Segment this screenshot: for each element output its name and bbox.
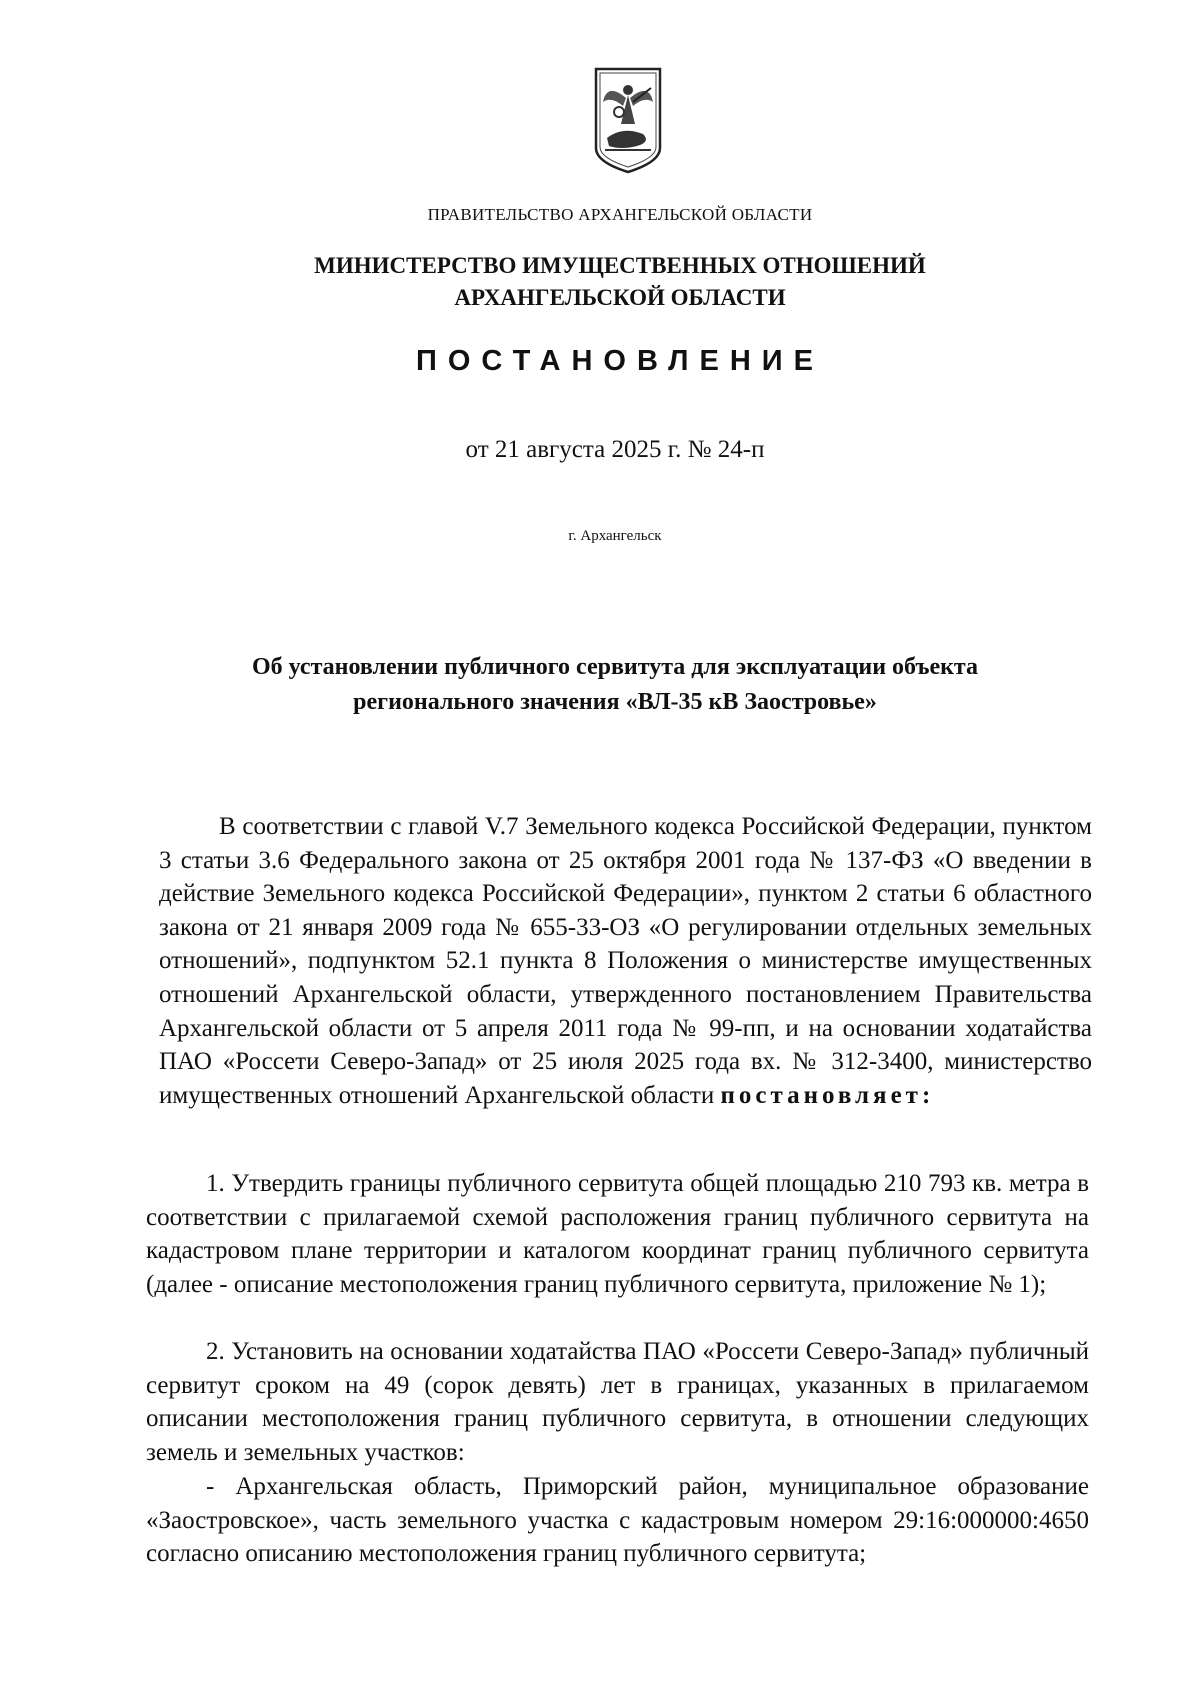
item-2-text: 2. Установить на основании ходатайства ПАО «Россети Северо-Запад» публичный сервитут сроком на 49 (сорок девять) лет в границах, указанных в прилагаемом описании местоположения границ публичного сервитута, в отношении следующих земель и земельных участков: [146, 1338, 1089, 1466]
preamble-paragraph [159, 810, 1092, 1112]
coat-of-arms-icon [593, 66, 663, 174]
document-date-number: от 21 августа 2025 г. № 24-п [465, 436, 765, 463]
ministry-name-line-2: АРХАНГЕЛЬСКОЙ ОБЛАСТИ [454, 285, 786, 310]
item-1-text: 1. Утвердить границы публичного сервитута общей площадью 210 793 кв. метра в соответствии с прилагаемой схемой расположения границ публичного сервитута на кадастровом плане территории и каталогом координат границ публичного сервитута (далее - описание местоположения границ публичного сервитута, приложение № 1); [146, 1170, 1089, 1298]
document-title-line-2: регионального значения «ВЛ-35 кВ Заостровье» [353, 689, 877, 715]
document-title-line-1: Об установлении публичного сервитута для эксплуатации объекта [251, 654, 979, 680]
ministry-name [0, 250, 1200, 314]
item-2-sub-1-text: - Архангельская область, Приморский район, муниципальное образование «Заостровское», часть земельного участка с кадастровым номером 29:16:000000:4650 согласно описанию местоположения границ публичного сервитута; [146, 1473, 1089, 1568]
item-1-paragraph [146, 1167, 1089, 1301]
item-2-sub-1-paragraph [146, 1470, 1089, 1571]
document-title [0, 650, 1200, 720]
item-2-paragraph [146, 1335, 1089, 1469]
document-type: ПОСТАНОВЛЕНИЕ [416, 345, 824, 377]
ministry-name-line-1: МИНИСТЕРСТВО ИМУЩЕСТВЕННЫХ ОТНОШЕНИЙ [314, 253, 926, 278]
government-name: ПРАВИТЕЛЬСТВО АРХАНГЕЛЬСКОЙ ОБЛАСТИ [427, 205, 813, 224]
document-city: г. Архангельск [568, 528, 662, 544]
resolves-word: постановляет: [720, 1081, 935, 1109]
preamble-text: В соответствии с главой V.7 Земельного кодекса Российской Федерации, пунктом 3 статьи 3.6 Федерального закона от 25 октября 2001 года № 137-ФЗ «О введении в действие Земельного кодекса Российской Федерации», пунктом 2 статьи 6 областного закона от 21 января 2009 года № 655-33-ОЗ «О регулировании отдельных земельных отношений», подпунктом 52.1 пункта 8 Положения о министерстве имущественных отношений Архангельской области, утвержденного постановлением Правительства Архангельской области от 5 апреля 2011 года № 99-пп, и на основании ходатайства ПАО «Россети Северо-Запад» от 25 июля 2025 года вх. № 312-3400, министерство имущественных отношений Архангельской области [159, 813, 1092, 1109]
